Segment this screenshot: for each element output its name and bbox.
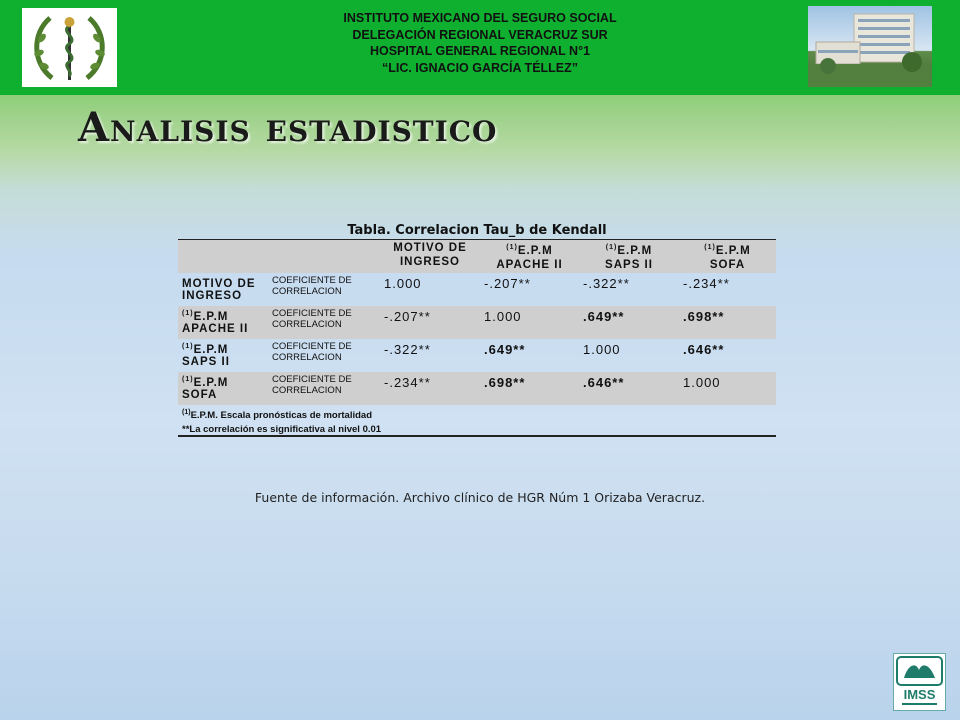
column-header (679, 240, 776, 274)
row-label-line2: SAPS II (182, 356, 230, 369)
column-header-line2: APACHE II (496, 258, 563, 271)
table-cell: 1.000 (384, 276, 422, 291)
column-header-line1: MOTIVO DE (393, 242, 467, 254)
imss-logo-text: IMSS (903, 687, 936, 702)
column-header (480, 240, 579, 274)
source-note: Fuente de información. Archivo clínico de HGR Núm 1 Orizaba Veracruz. (254, 490, 706, 505)
row-label-line1: E.P.M (193, 310, 229, 323)
column-header-sup: (1) (506, 244, 518, 251)
table-cell: .649** (579, 306, 679, 339)
table-row (178, 273, 776, 306)
hospital-building-photo (808, 6, 932, 87)
column-header-line1: E.P.M (517, 244, 553, 257)
table-note-2: **La correlación es significativa al nivel 0.01 (182, 424, 382, 436)
table-cell: 1.000 (583, 342, 621, 357)
row-label-sup: (1) (182, 343, 194, 350)
table-caption: Tabla. Correlacion Tau_b de Kendall (347, 223, 607, 238)
header-line-2: DELEGACIÓN REGIONAL VERACRUZ SUR (352, 27, 608, 42)
table-row (178, 339, 776, 372)
column-header-sup: (1) (605, 244, 618, 251)
row-label (178, 372, 268, 405)
row-label-line1: MOTIVO DE (182, 277, 256, 290)
table-cell: -.234** (683, 276, 730, 291)
table-header-row (178, 240, 776, 274)
row-label-line1: E.P.M (193, 343, 229, 356)
column-header (380, 240, 480, 274)
column-header-line1: E.P.M (715, 244, 751, 257)
column-header-line2: SAPS II (605, 258, 653, 271)
table-cell: .646** (579, 372, 679, 405)
table-cell: .649** (484, 342, 526, 357)
table-cell: -.234** (380, 372, 480, 405)
table-note-1: E.P.M. Escala pronósticas de mortalidad (190, 410, 373, 422)
table-notes-row (178, 405, 776, 436)
table-cell: .698** (480, 372, 579, 405)
coefficient-label: COEFICIENTE DE CORRELACION (268, 306, 380, 339)
header-empty-cell (268, 240, 380, 274)
imss-eagle-logo-icon (893, 653, 946, 711)
column-header-line1: E.P.M (617, 244, 653, 257)
table-cell: .698** (679, 306, 776, 339)
row-label-line2: SOFA (182, 389, 218, 402)
kendall-correlation-table (178, 222, 776, 437)
header-line-4: “LIC. IGNACIO GARCÍA TÉLLEZ” (381, 60, 579, 75)
table-notes (178, 405, 776, 436)
row-label (178, 273, 268, 306)
header-line-1: INSTITUTO MEXICANO DEL SEGURO SOCIAL (343, 11, 617, 25)
table-cell: 1.000 (679, 372, 776, 405)
table-cell: -.207** (484, 276, 531, 291)
coefficient-label: COEFICIENTE DE CORRELACION (272, 275, 352, 297)
row-label-sup: (1) (182, 310, 194, 317)
slide-title: Analisis estadistico (78, 104, 498, 151)
column-header (579, 240, 679, 274)
caduceus-emblem-icon (22, 8, 117, 87)
correlation-table (178, 239, 776, 437)
column-header-sup: (1) (704, 244, 716, 251)
table-cell: -.322** (583, 276, 630, 291)
row-label-line1: E.P.M (193, 376, 229, 389)
table-row (178, 306, 776, 339)
institution-header (250, 10, 710, 76)
table-cell: -.322** (384, 342, 431, 357)
row-label-line2: INGRESO (182, 290, 243, 303)
coefficient-label: COEFICIENTE DE CORRELACION (272, 341, 352, 363)
table-cell: .646** (683, 342, 725, 357)
row-label (178, 306, 268, 339)
table-row (178, 372, 776, 405)
row-label-line2: APACHE II (182, 323, 249, 336)
header-bar (0, 0, 960, 95)
header-empty-cell (178, 240, 268, 274)
table-cell: 1.000 (480, 306, 579, 339)
table-cell: -.207** (380, 306, 480, 339)
note-sup: (1) (182, 409, 191, 416)
column-header-line2: INGRESO (399, 256, 461, 268)
coefficient-label: COEFICIENTE DE CORRELACION (268, 372, 380, 405)
row-label-sup: (1) (182, 376, 194, 383)
header-line-3: HOSPITAL GENERAL REGIONAL N°1 (369, 44, 591, 58)
column-header-line2: SOFA (709, 258, 746, 271)
row-label (178, 339, 268, 372)
